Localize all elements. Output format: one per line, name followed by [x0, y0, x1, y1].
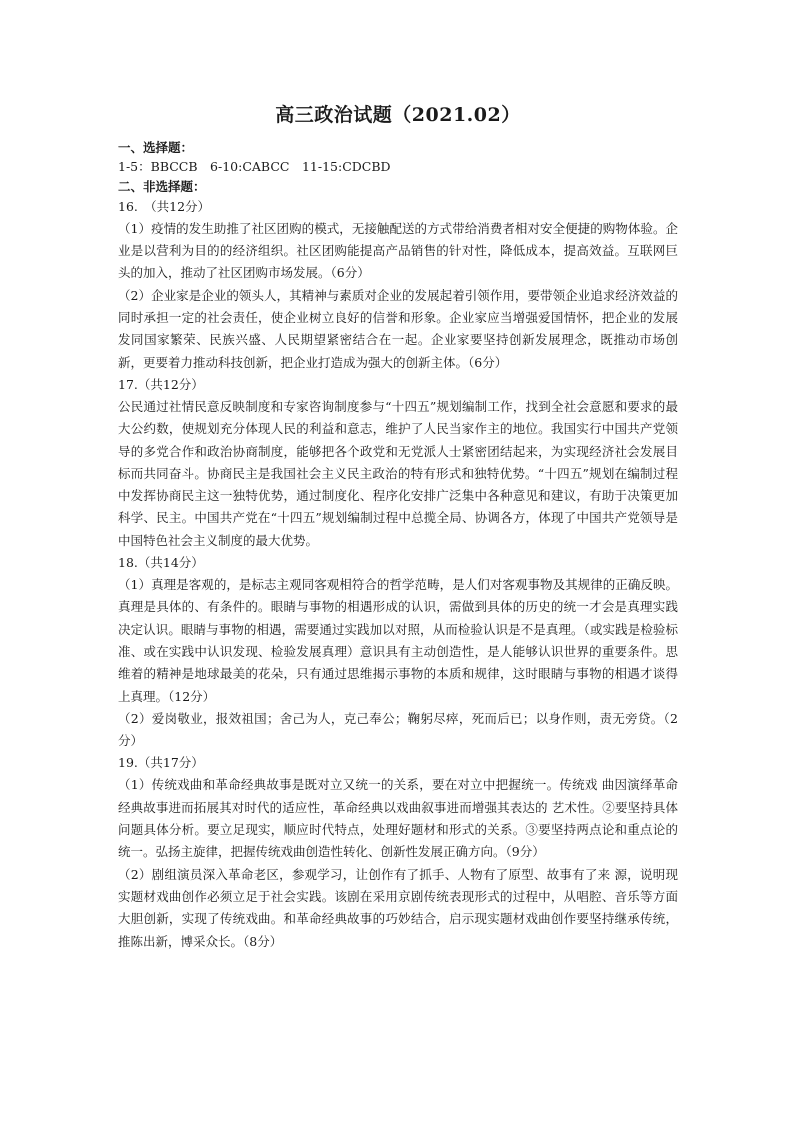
- question-16-head: 16. （共12分）: [118, 198, 211, 214]
- choice-answers: 1-5：BBCCB 6-10:CABCC 11-15:CDCBD: [118, 159, 391, 175]
- question-18-part-2: （2）爱岗敬业，报效祖国；舍己为人，克己奉公；鞠躬尽瘁，死而后已；以身作则，责无旁贷。（2分）: [118, 710, 678, 749]
- answer-sheet: [118, 100, 678, 953]
- question-18-head: 18.（共14分）: [118, 555, 204, 571]
- section-heading-choice: 一、选择题：: [118, 140, 194, 155]
- question-19-head: 19.（共17分）: [118, 755, 204, 771]
- question-17: [118, 374, 678, 552]
- question-17-answer: 公民通过社情民意反映制度和专家咨询制度参与“十四五”规划编制工作，找到全社会意愿和要求的最大公约数，使规划充分体现人民的利益和意志，维护了人民当家作主的地位。我国实行中国共产党领导的多党合作和政治协商制度，能够把各个政党和无党派人士紧密团结起来，为实现经济社会发展目标而共同奋斗。协商民主是我国社会主义民主政治的特有形式和独特优势。“十四五”规划在编制过程中发挥协商民主这一独特优势，通过制度化、程序化安排广泛集中各种意见和建议，有助于决策更加科学、民主。中国共产党在“十四五”规划编制过程中总揽全局、协调各方，体现了中国共产党领导是中国特色社会主义制度的最大优势。: [118, 398, 678, 548]
- question-16: [118, 196, 678, 374]
- question-19: [118, 752, 678, 952]
- page-title: 高三政治试题（2021.02）: [275, 104, 521, 126]
- section-heading-nonchoice: 二、非选择题：: [118, 178, 206, 194]
- question-19-part-2: （2）剧组演员深入革命老区，参观学习，让创作有了抓手、人物有了原型、故事有了来 源，说明现实题材戏曲创作必须立足于社会实践。该剧在采用京剧传统表现形式的过程中，从唱腔、音乐等方面大胆创新，实现了传统戏曲。和革命经典故事的巧妙结合，启示现实题材戏曲创作要坚持继承传统，推陈出新，博采众长。（8分）: [118, 866, 678, 949]
- question-18-part-1: （1）真理是客观的，是标志主观同客观相符合的哲学范畴，是人们对客观事物及其规律的正确反映。真理是具体的、有条件的。眼睛与事物的相遇形成的认识，需做到具体的历史的统一才会是真理实践决定认识。眼睛与事物的相遇，需要通过实践加以对照，从而检验认识是不是真理。（或实践是检验标准、或在实践中认识发现、检验发展真理）意识具有主动创造性，是人能够认识世界的重要条件。思维着的精神是地球最美的花朵，只有通过思维揭示事物的本质和规律，这时眼睛与事物的相遇才谈得上真理。（12分）: [118, 577, 678, 704]
- question-16-part-2: （2）企业家是企业的领头人，其精神与素质对企业的发展起着引领作用，要带领企业追求经济效益的同时承担一定的社会责任，使企业树立良好的信誉和形象。企业家应当增强爱国情怀，把企业的发展发同国家繁荣、民族兴盛、人民期望紧密结合在一起。企业家要坚持创新发展理念，既推动市场创新，更要着力推动科技创新，把企业打造成为强大的创新主体。（6分）: [118, 287, 678, 370]
- question-19-part-1: （1）传统戏曲和革命经典故事是既对立又统一的关系，要在对立中把握统一。传统戏 曲因演绎革命经典故事进而拓展其对时代的适应性，革命经典以戏曲叙事进而增强其表达的 艺术性。②要坚持具体问题具体分析。要立足现实，顺应时代特点，处理好题材和形式的关系。③要坚持两点论和重点论的统一。弘扬主旋律，把握传统戏曲创造性转化、创新性发展正确方向。（9分）: [118, 777, 678, 860]
- question-18: [118, 552, 678, 752]
- question-16-part-1: （1）疫情的发生助推了社区团购的模式，无接触配送的方式带给消费者相对安全便捷的购物体验。企业是以营利为目的的经济组织。社区团购能提高产品销售的针对性，降低成本，提高效益。互联网巨头的加入，推动了社区团购市场发展。（6分）: [118, 220, 678, 281]
- question-17-head: 17.（共12分）: [118, 376, 204, 392]
